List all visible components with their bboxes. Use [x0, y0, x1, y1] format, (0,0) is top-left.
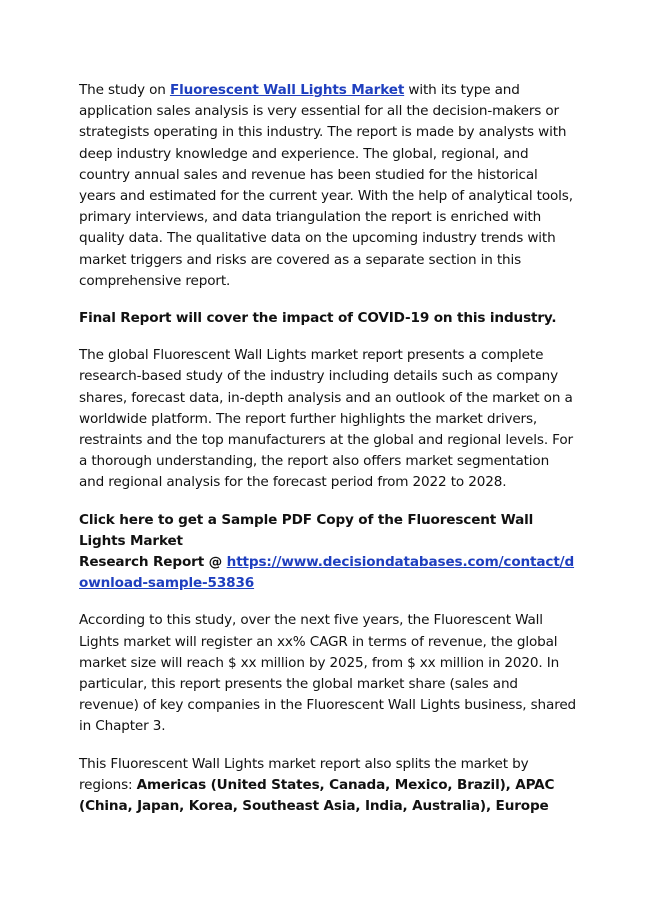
sample-cta-heading: Click here to get a Sample PDF Copy of the Fluorescent Wall Lights Market	[79, 511, 534, 549]
regions-paragraph	[79, 754, 577, 818]
sample-cta	[79, 510, 577, 595]
overview-paragraph: The global Fluorescent Wall Lights market report presents a complete research-based study of the industry including details such as company shares, forecast data, in-depth analysis and an outlook of the market on a worldwide platform. The report further highlights the market drivers, restraints and the top manufacturers at the global and regional levels. For a thorough understanding, the report also offers market segmentation and regional analysis for the forecast period from 2022 to 2028.	[79, 347, 573, 491]
sample-cta-label: Research Report @	[79, 554, 227, 571]
cagr-paragraph: According to this study, over the next five years, the Fluorescent Wall Lights market will register an xx% CAGR in terms of revenue, the global market size will reach $ xx million by 2025, from $ xx million in 2020. In particular, this report presents the global market share (sales and revenue) of key companies in the Fluorescent Wall Lights business, shared in Chapter 3.	[79, 612, 577, 735]
intro-text: The study on	[79, 82, 170, 98]
intro-rest-text: with its type and application sales analysis is very essential for all the decision-makers or strategists operating in this industry. The report is made by analysts with deep industry knowledge and experience. The global, regional, and country annual sales and revenue has been studied for the historical years and estimated for the current year. With the help of analytical tools, primary interviews, and data triangulation the report is enriched with quality data. The qualitative data on the upcoming industry trends with market triggers and risks are covered as a separate section in this comprehensive report.	[79, 82, 573, 289]
document-body	[79, 80, 577, 833]
intro-paragraph	[79, 80, 577, 292]
regions-intro: This Fluorescent Wall Lights market report also splits the market by regions:	[79, 755, 529, 793]
regions-list: Americas (United States, Canada, Mexico, Brazil), APAC (China, Japan, Korea, Southeast Asia, India, Australia), Europe	[79, 776, 555, 815]
market-report-link[interactable]: Fluorescent Wall Lights Market	[169, 82, 405, 98]
sample-download-link[interactable]: https://www.decisiondatabases.com/contact/download-sample-53836	[79, 554, 575, 592]
covid-note: Final Report will cover the impact of COVID-19 on this industry.	[79, 310, 557, 327]
